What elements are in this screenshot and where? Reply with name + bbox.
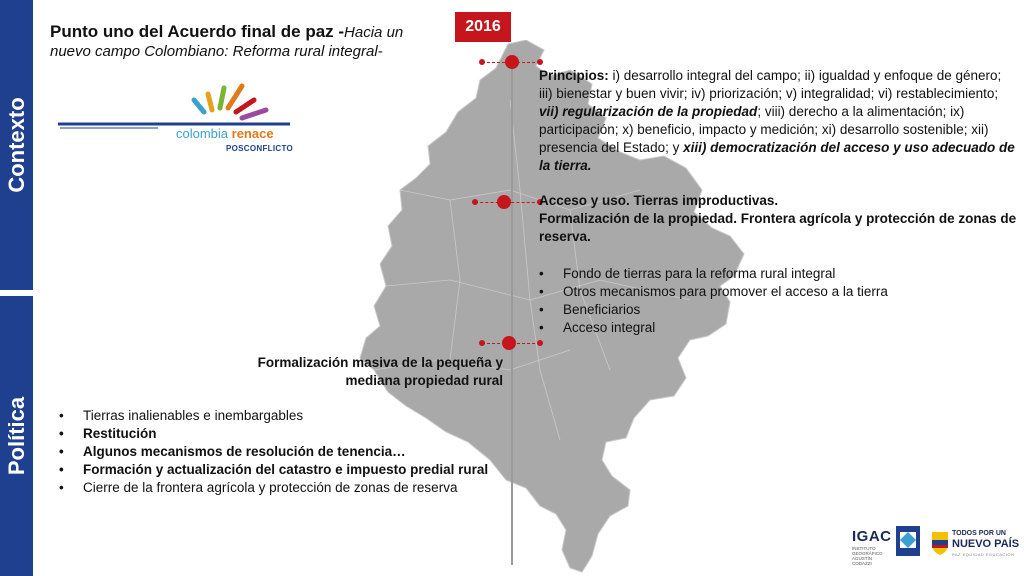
colombia-renace-logo [58, 78, 298, 158]
section-tab-politica [0, 296, 33, 576]
timeline-dot-small [479, 59, 485, 65]
acceso-bullet-list [539, 265, 1009, 337]
principios-text-continued: ; viii) derecho a la alimentación; ix) participación; x) beneficio, impacto y medición; xi) desarrollo sostenible; xii) presencia del Estado; y [539, 104, 989, 155]
principios-highlight-democratizacion: xiii) democratización del acceso y uso adecuado de la tierra. [539, 140, 1015, 173]
principios-text: i) desarrollo integral del campo; ii) igualdad y enfoque de género; iii) bienestar y buen vivir; iv) priorización; v) integralidad; vi) restablecimiento; [539, 68, 1002, 101]
footer-logos [848, 524, 1018, 570]
timeline-line [511, 55, 513, 565]
formalizacion-heading: Formalización masiva de la pequeña y mediana propiedad rural [257, 355, 503, 388]
timeline-dot-large [497, 195, 511, 209]
brand-word-renace: renace [231, 126, 274, 141]
acceso-heading [539, 192, 1017, 246]
list-item: • Cierre de la frontera agrícola y protección de zonas de reserva [59, 479, 504, 497]
brand-word-colombia: colombia [176, 126, 232, 141]
timeline-dot-large [502, 336, 516, 350]
principios-paragraph [539, 67, 1017, 175]
list-item: • Acceso integral [539, 319, 1009, 337]
colombia-renace-wordmark [176, 126, 274, 141]
igac-logo-text: IGAC [852, 528, 892, 545]
list-item: • Fondo de tierras para la reforma rural integral [539, 265, 1009, 283]
section-tab-contexto [0, 0, 33, 290]
section-sidebar [0, 0, 33, 576]
section-label-contexto: Contexto [3, 97, 29, 193]
list-item: • Algunos mecanismos de resolución de tenencia… [59, 443, 504, 461]
acceso-line-1: Acceso y uso. Tierras improductivas. [539, 193, 779, 208]
slide-title-main: Punto uno del Acuerdo final de paz - [50, 22, 345, 41]
national-shield-icon [930, 530, 950, 556]
igac-emblem-icon [896, 526, 920, 556]
nuevo-pais-label: NUEVO PAÍS [952, 538, 1020, 550]
acceso-line-2: Formalización de la propiedad. Frontera agrícola y protección de zonas de reserva. [539, 211, 1017, 244]
timeline-dot-small [479, 340, 485, 346]
list-item: • Otros mecanismos para promover el acceso a la tierra [539, 283, 1009, 301]
timeline-dot-small [537, 340, 543, 346]
section-label-politica: Política [3, 396, 29, 476]
list-item: • Restitución [59, 425, 504, 443]
year-badge: 2016 [455, 12, 511, 42]
timeline-dot-large [505, 55, 519, 69]
politica-bullet-list [59, 407, 504, 497]
list-item: • Formación y actualización del catastro e impuesto predial rural [59, 461, 504, 479]
list-item: • Beneficiarios [539, 301, 1009, 319]
principios-label: Principios: [539, 68, 609, 83]
timeline-dot-small [472, 199, 478, 205]
list-item: • Tierras inalienables e inembargables [59, 407, 504, 425]
slide-title-subtitle: Hacia un nuevo campo Colombiano: Reforma rural integral- [50, 24, 404, 60]
principios-highlight-regularizacion: vii) regularización de la propiedad [539, 104, 758, 119]
slide-title [50, 22, 430, 61]
igac-subtitle: INSTITUTO GEOGRÁFICO AGUSTÍN CODAZZI [852, 546, 883, 566]
timeline-dot-small [537, 59, 543, 65]
lema-label: PAZ EQUIDAD EDUCACIÓN [952, 552, 1015, 557]
todos-por-un-label: TODOS POR UN [952, 530, 1006, 537]
posconflicto-label: POSCONFLICTO [226, 144, 294, 153]
